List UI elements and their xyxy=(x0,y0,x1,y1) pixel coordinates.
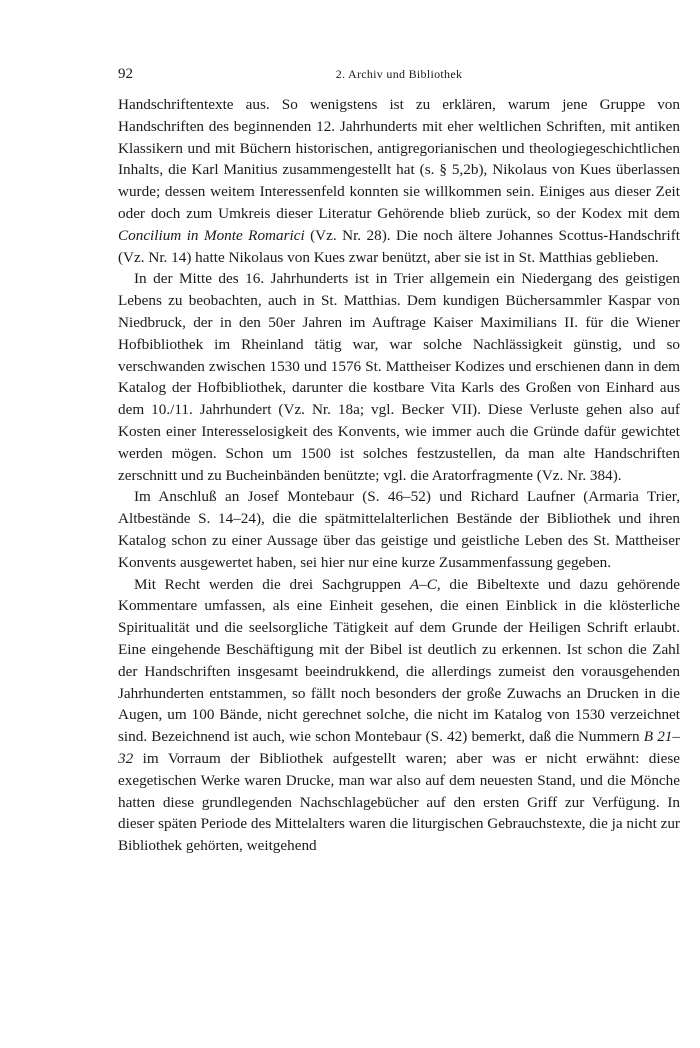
italic-run: B 21–32 xyxy=(118,728,680,767)
text-run: Mit Recht werden die drei Sachgruppen xyxy=(134,575,410,593)
italic-run: Concilium in Monte Romarici xyxy=(118,226,305,244)
paragraph-4 xyxy=(118,574,680,857)
body-text xyxy=(118,94,680,857)
italic-run: A–C xyxy=(409,575,437,593)
text-run: Im Anschluß an Josef Montebaur (S. 46–52) und Richard Laufner (Armaria Trier, Altbestände S. 14–24), die die spätmittelalterlichen Bestände der Bibliothek und ihren Katalog schon zu einer Aussage über das geistige und geistliche Leben des St. Mattheiser Konvents ausgewertet haben, sei hier nur eine kurze Zusammenfassung gegeben. xyxy=(118,488,680,571)
text-run: , die Bibeltexte und dazu gehörende Kommentare umfassen, als eine Einheit gesehen, die einen Einblick in die klösterliche Spiritualität und die seelsorgliche Tätigkeit auf dem Grunde der Heiligen Schrift erlaubt. Eine eingehende Beschäftigung mit der Bibel ist deutlich zu erkennen. Ist schon die Zahl der Handschriften insgesamt beeindrukkend, die allerdings zumeist den vorausgehenden Jahrhunderten entstammen, so fällt noch besonders der große Zuwachs an Drucken in die Augen, um 100 Bände, nicht gerechnet solche, die nicht im Katalog von 1530 verzeichnet sind. Bezeichnend ist auch, wie schon Montebaur (S. 42) bemerkt, daß die Nummern xyxy=(118,575,680,746)
text-run: Handschriftentexte aus. So wenigstens ist zu erklären, warum jene Gruppe von Handschriften des beginnenden 12. Jahrhunderts mit eher weltlichen Schriften, mit antiken Klassikern und mit Büchern historischen, antigregorianischen und theologiegeschichtlichen Inhalts, die Karl Manitius zusammengestellt hat (s. § 5,2b), Nikolaus von Kues überlassen wurde; dessen weitem Interessenfeld konnten sie willkommen sein. Einiges aus dieser Zeit oder doch zum Umkreis dieser Literatur Gehörende blieb zurück, so der Kodex mit dem xyxy=(118,96,680,222)
page-number: 92 xyxy=(118,66,133,82)
running-head xyxy=(118,63,680,85)
text-run: (Vz. Nr. 28). Die noch ältere Johannes Scottus-Handschrift (Vz. Nr. 14) hatte Nikolaus von Kues zwar benützt, aber sie ist in St. Matthias geblieben. xyxy=(118,226,680,266)
paragraph-1 xyxy=(118,94,680,268)
text-run: In der Mitte des 16. Jahrhunderts ist in Trier allgemein ein Niedergang des geistigen Lebens zu beobachten, auch in St. Matthias. Dem kundigen Büchersammler Kaspar von Niedbruck, der in den 50er Jahren im Auftrage Kaiser Maximilians II. für die Wiener Hofbibliothek im Rheinland tätig war, war solche Nachlässigkeit günstig, und so verschwanden zwischen 1530 und 1576 St. Mattheiser Kodizes und erschienen dann in dem Katalog der Hofbibliothek, darunter die kostbare Vita Karls des Großen von Einhard aus dem 10./11. Jahrhundert (Vz. Nr. 18a; vgl. Becker VII). Diese Verluste gehen also auf Kosten einer Interesselosigkeit des Konvents, wie immer auch die Gründe dafür gewichtet werden mögen. Schon um 1500 ist solches festzustellen, da man alte Handschriften zerschnitt und zu Bucheinbänden benützte; vgl. die Aratorfragmente (Vz. Nr. 384). xyxy=(118,270,680,484)
text-run: im Vorraum der Bibliothek aufgestellt waren; aber was er nicht erwähnt: diese exegetischen Werke waren Drucke, man war also auf dem neuesten Stand, und die Mönche hatten diese grundlegenden Nachschlagebücher auf den ersten Griff zur Verfügung. In dieser späten Periode des Mittelalters waren die liturgischen Gebrauchstexte, die ja nicht zur Bibliothek gehörten, weitgehend xyxy=(118,749,680,855)
running-title: 2. Archiv und Bibliothek xyxy=(335,67,463,81)
paragraph-3 xyxy=(118,486,680,573)
paragraph-2 xyxy=(118,268,680,486)
